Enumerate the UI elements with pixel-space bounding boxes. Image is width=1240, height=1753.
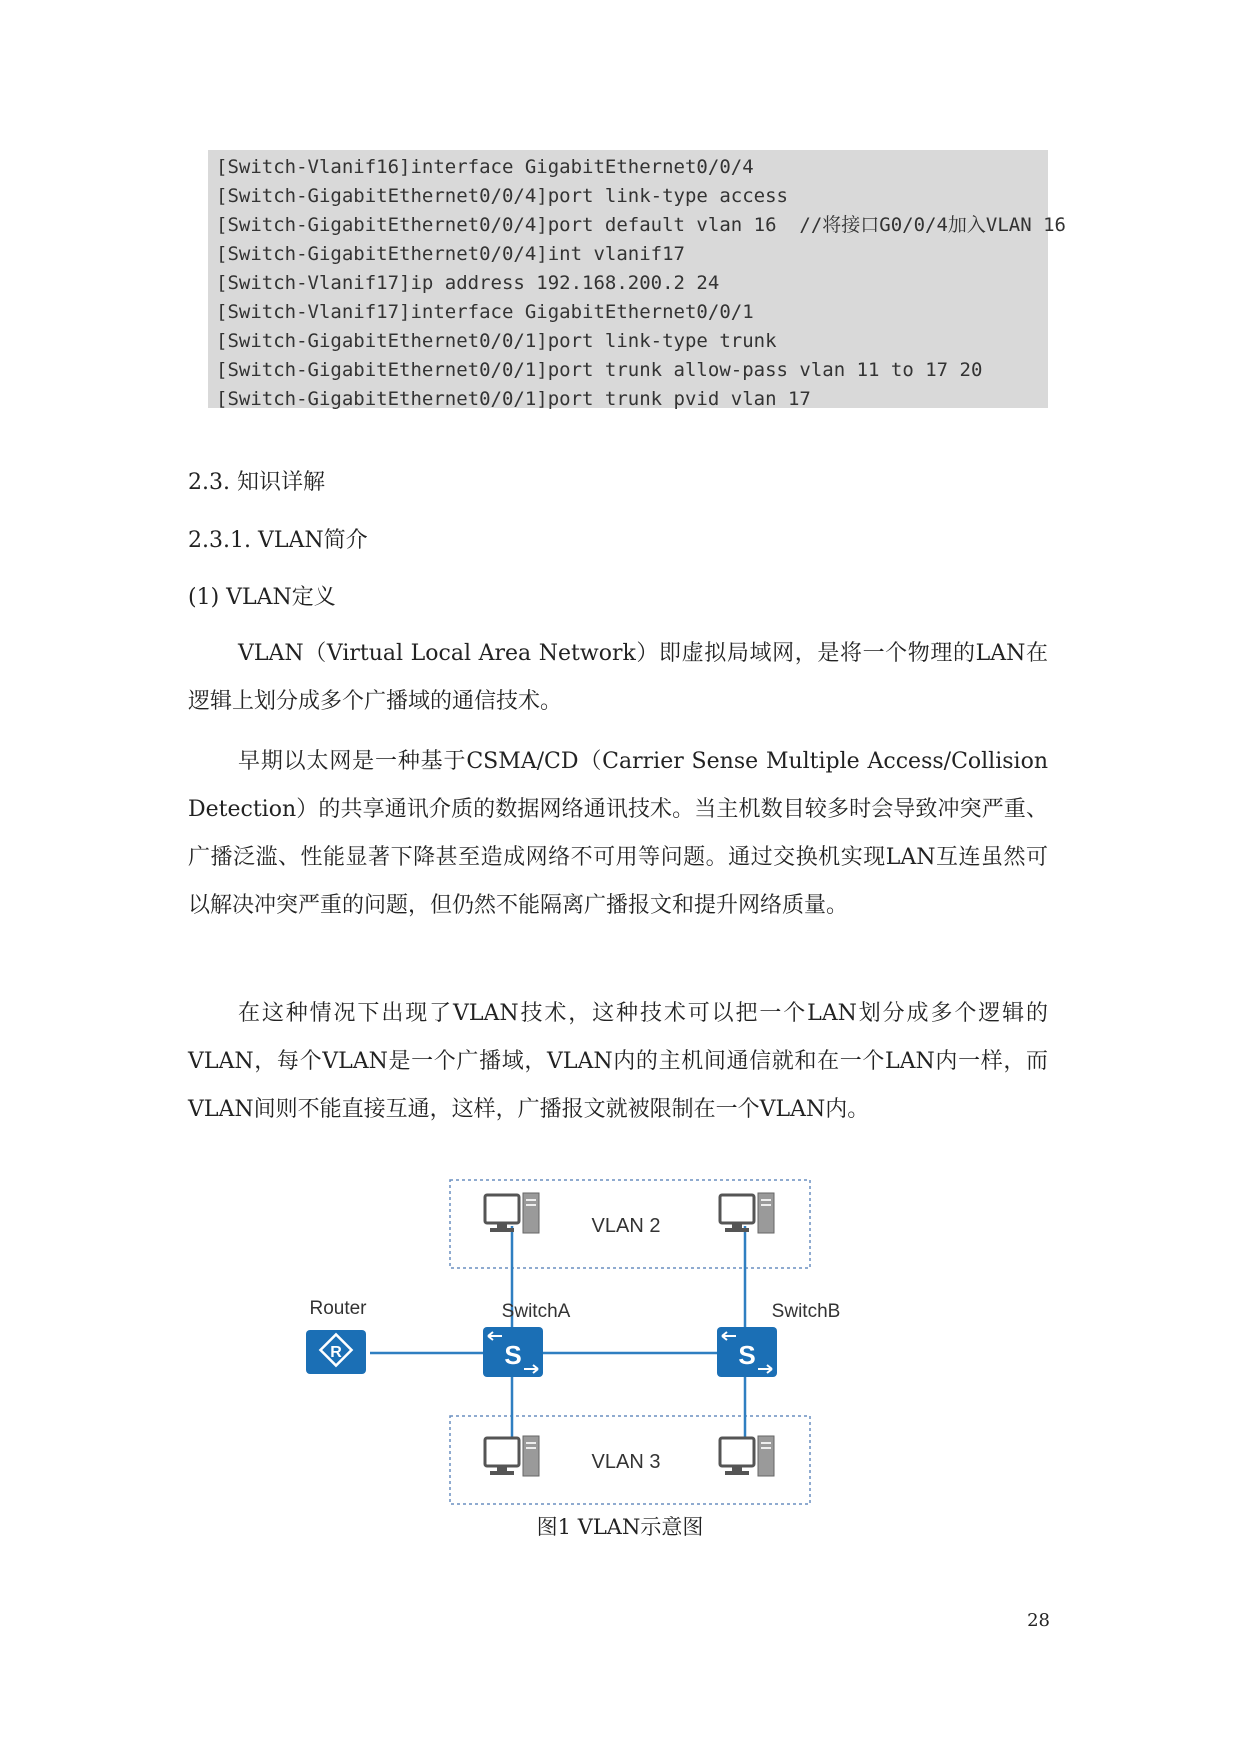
- code-block: [208, 150, 1066, 410]
- definition-heading: (1) VLAN定义: [188, 585, 336, 610]
- code-line: [Switch-Vlanif17]interface GigabitEthernet0/0/1: [216, 301, 754, 323]
- vlan3-label: VLAN 3: [591, 1451, 661, 1473]
- pc-icon: [720, 1436, 774, 1476]
- code-line: [Switch-GigabitEthernet0/0/4]int vlanif17: [216, 243, 685, 265]
- code-line: [Switch-GigabitEthernet0/0/1]port trunk allow-pass vlan 11 to 17 20: [216, 359, 983, 381]
- router-label: Router: [309, 1298, 367, 1319]
- page-number: 28: [1027, 1610, 1050, 1631]
- router-glyph: R: [330, 1344, 342, 1361]
- section-heading: 2.3. 知识详解: [188, 470, 325, 495]
- switchb-glyph: S: [738, 1340, 756, 1370]
- vlan2-label: VLAN 2: [591, 1215, 661, 1237]
- pc-icon: [485, 1436, 539, 1476]
- code-line: [Switch-GigabitEthernet0/0/4]port link-type access: [216, 185, 788, 207]
- code-line: [Switch-GigabitEthernet0/0/1]port link-type trunk: [216, 330, 777, 352]
- switcha-label: SwitchA: [501, 1301, 571, 1322]
- switcha-glyph: S: [504, 1340, 522, 1370]
- code-line: [Switch-Vlanif16]interface GigabitEthernet0/0/4: [216, 156, 754, 178]
- subsection-heading: 2.3.1. VLAN简介: [188, 528, 368, 553]
- vlan-diagram: [290, 1170, 870, 1510]
- paragraph-early-ethernet: 早期以太网是一种基于CSMA/CD（Carrier Sense Multiple Access/Collision Detection）的共享通讯介质的数据网络通讯技术。当主机数目较多时会导致冲突严重、广播泛滥、性能显著下降甚至造成网络不可用等问题。通过交换机实现LAN互连虽然可以解决冲突严重的问题，但仍然不能隔离广播报文和提升网络质量。: [188, 749, 1048, 918]
- code-line: [Switch-GigabitEthernet0/0/4]port default vlan 16 //将接口G0/0/4加入VLAN 16: [216, 214, 1066, 236]
- paragraph-vlan-technology: 在这种情况下出现了VLAN技术，这种技术可以把一个LAN划分成多个逻辑的VLAN，每个VLAN是一个广播域，VLAN内的主机间通信就和在一个LAN内一样，而VLAN间则不能直接互通，这样，广播报文就被限制在一个VLAN内。: [188, 1001, 1048, 1122]
- pc-icon: [720, 1193, 774, 1233]
- switchb-label: SwitchB: [771, 1301, 841, 1322]
- paragraph-vlan-definition: VLAN（Virtual Local Area Network）即虚拟局域网，是将一个物理的LAN在逻辑上划分成多个广播域的通信技术。: [188, 641, 1048, 714]
- code-line: [Switch-GigabitEthernet0/0/1]port trunk pvid vlan 17: [216, 388, 811, 410]
- figure-caption: 图1 VLAN示意图: [536, 1515, 704, 1539]
- code-line: [Switch-Vlanif17]ip address 192.168.200.2 24: [216, 272, 720, 294]
- vlan-diagram-svg: [290, 1170, 870, 1510]
